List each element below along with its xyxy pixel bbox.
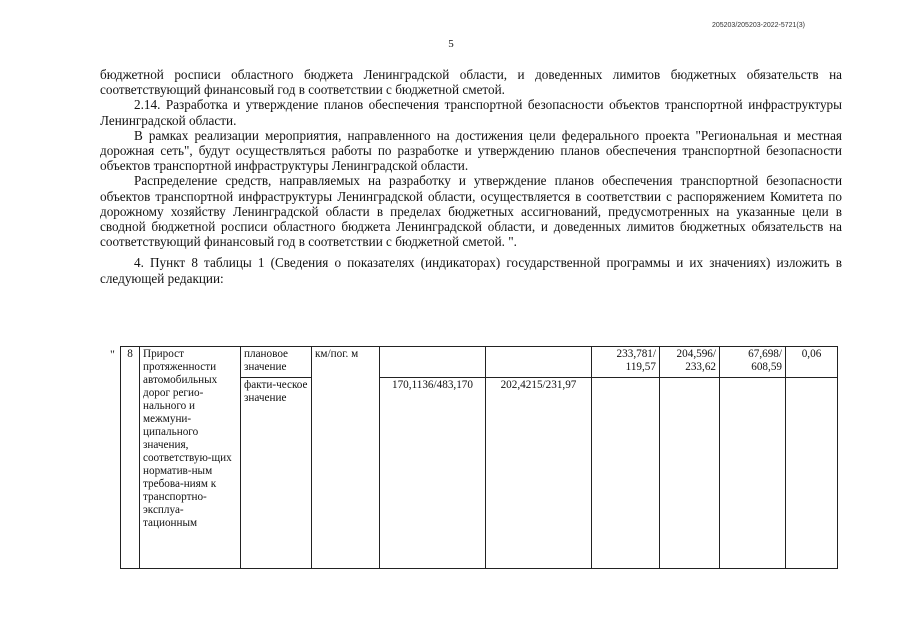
paragraph: Распределение средств, направляемых на разработку и утверждение планов обеспечения транспортной безопасности объектов транспортной инфраструктуры Ленинградской области, осуществляется в соответствии с распоряжением Комитета по дорожному хозяйству Ленинградской области в пределах бюджетных ассигнований, предусмотренных на указанные цели в сводной бюджетной росписи областного бюджета Ленинградской области, и доведенных лимитов бюджетных обязательств на соответствующий финансовый год в соответствии с бюджетной сметой. ". [100, 173, 842, 250]
planned-value-cell: 0,06 [786, 347, 838, 378]
planned-value-cell: 204,596/ 233,62 [660, 347, 720, 378]
document-id: 205203/205203-2022-5721(3) [711, 22, 805, 29]
paragraph: 4. Пункт 8 таблицы 1 (Сведения о показателях (индикаторах) государственной программы и их значениях) изложить в следующей редакции: [100, 255, 842, 286]
actual-value-cell [660, 378, 720, 569]
paragraph: В рамках реализации мероприятия, направленного на достижения цели федерального проекта "Региональная и местная дорожная сеть", будут осуществляться работы по разработке и утверждению планов обеспечения транспортной безопасности объектов транспортной инфраструктуры Ленинградской области. [100, 127, 842, 174]
indicator-table [120, 346, 838, 569]
actual-value-cell [592, 378, 660, 569]
page-number: 5 [448, 38, 454, 50]
planned-value-cell [486, 347, 592, 378]
planned-value-cell: 233,781/ 119,57 [592, 347, 660, 378]
planned-value-cell: 67,698/ 608,59 [720, 347, 786, 378]
planned-label-cell: плановое значение [241, 347, 312, 378]
actual-label-cell: факти-ческое значение [241, 378, 312, 569]
paragraph: 2.14. Разработка и утверждение планов обеспечения транспортной безопасности объектов транспортной инфраструктуры Ленинградской области. [100, 97, 842, 128]
document-body [100, 67, 842, 286]
indicator-name-cell: Прирост протяженности автомобильных дорог регио-нального и межмуни-ципального значения, соответствую-щих норматив-ным требова-ниям к транспортно-эксплуа-тационным [140, 347, 241, 569]
paragraph: бюджетной росписи областного бюджета Ленинградской области, и доведенных лимитов бюджетных обязательств на соответствующий финансовый год в соответствии с бюджетной сметой. [100, 67, 842, 98]
table-row-planned [121, 347, 838, 378]
planned-value-cell [380, 347, 486, 378]
actual-value-cell [786, 378, 838, 569]
table-open-quote: " [110, 347, 115, 361]
actual-value-cell: 202,4215/231,97 [486, 378, 592, 569]
row-number-cell: 8 [121, 347, 140, 569]
actual-value-cell: 170,1136/483,170 [380, 378, 486, 569]
actual-value-cell [720, 378, 786, 569]
unit-cell: км/пог. м [312, 347, 380, 569]
